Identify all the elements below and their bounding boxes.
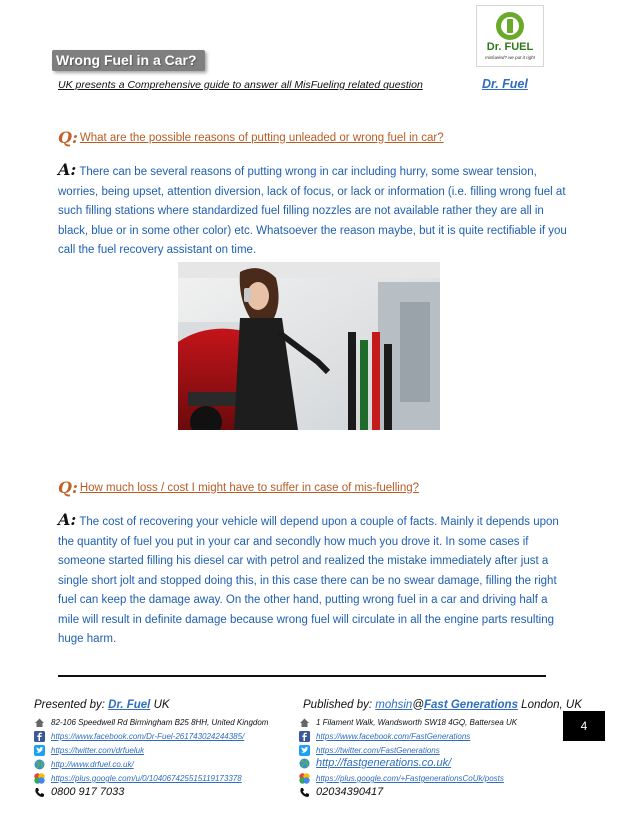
twitter-icon bbox=[299, 745, 310, 756]
globe-icon bbox=[299, 758, 310, 769]
presented-by bbox=[34, 699, 170, 711]
facebook-line bbox=[299, 731, 470, 742]
website-line bbox=[34, 759, 134, 770]
address-line bbox=[34, 717, 268, 728]
google-line bbox=[34, 773, 242, 784]
presented-by-label: Presented by: bbox=[34, 699, 105, 711]
address-text: 1 Filament Walk, Wandsworth SW18 4GQ, Battersea UK bbox=[316, 718, 518, 727]
page-number: 4 bbox=[563, 711, 605, 741]
question-text: How much loss / cost I might have to suffer in case of mis-fuelling? bbox=[79, 481, 420, 494]
answer-text: There can be several reasons of putting wrong in car including hurry, some swear tension, worries, being upset, attention diversion, lack of focus, or lack or information (i.e. filling wrong fuel at such filling stations where standardized fuel filling nozzles are not available rather they are all in black, blue or in some other color) etc. Whatsoever the reason maybe, but it is quite rectifiable if you call the fuel recovery assistant on time. bbox=[58, 166, 567, 256]
home-icon bbox=[299, 717, 310, 728]
answer-mark: A: bbox=[58, 510, 77, 529]
company-link[interactable]: Fast Generations bbox=[424, 699, 518, 711]
fuel-station-photo bbox=[178, 262, 440, 430]
facebook-icon bbox=[299, 731, 310, 742]
page-title: Wrong Fuel in a Car? bbox=[52, 50, 205, 71]
published-by-label: Published by: bbox=[303, 699, 373, 711]
question-2 bbox=[58, 478, 419, 497]
publisher-location: London, UK bbox=[521, 699, 582, 711]
phone-number[interactable]: 02034390417 bbox=[316, 786, 384, 798]
question-mark: Q: bbox=[58, 128, 78, 147]
subtitle: UK presents a Comprehensive guide to answer all MisFueling related question bbox=[58, 79, 423, 91]
address-line bbox=[299, 717, 517, 728]
presenter-link[interactable]: Dr. Fuel bbox=[108, 699, 151, 711]
home-icon bbox=[34, 717, 45, 728]
logo-brand-text: Dr. FUEL bbox=[486, 41, 534, 53]
published-by bbox=[303, 699, 582, 711]
google-line bbox=[299, 773, 504, 784]
answer-2 bbox=[58, 510, 568, 650]
twitter-line bbox=[34, 745, 144, 756]
facebook-icon bbox=[34, 731, 45, 742]
presenter-country: UK bbox=[153, 699, 170, 711]
twitter-icon bbox=[34, 745, 45, 756]
question-text: What are the possible reasons of putting unleaded or wrong fuel in car? bbox=[79, 131, 444, 144]
question-mark: Q: bbox=[58, 478, 78, 497]
google-plus-icon bbox=[34, 773, 45, 784]
facebook-link[interactable]: https://www.facebook.com/Dr-Fuel-261743024244385/ bbox=[51, 732, 245, 741]
logo-tagline: misfueled? we put it right bbox=[485, 55, 535, 60]
phone-icon bbox=[34, 787, 45, 798]
globe-icon bbox=[34, 759, 45, 770]
dr-fuel-logo bbox=[476, 5, 544, 67]
website-link[interactable]: http://fastgenerations.co.uk/ bbox=[316, 757, 452, 769]
at-sign: @ bbox=[412, 699, 425, 711]
facebook-link[interactable]: https://www.facebook.com/FastGenerations bbox=[316, 732, 471, 741]
phone-line bbox=[34, 786, 124, 798]
footer-divider bbox=[58, 675, 546, 677]
phone-line bbox=[299, 786, 383, 798]
author-link[interactable]: mohsin bbox=[375, 699, 413, 711]
website-link[interactable]: http://www.drfuel.co.uk/ bbox=[51, 760, 134, 769]
twitter-link[interactable]: https://twitter.com/FastGenerations bbox=[316, 746, 440, 755]
twitter-line bbox=[299, 745, 440, 756]
google-plus-icon bbox=[299, 773, 310, 784]
answer-text: The cost of recovering your vehicle will depend upon a couple of facts. Mainly it depends upon the quantity of fuel you put in your car and secondly how much you drove it. In some cases if someone started filling his diesel car with petrol and realized the mistake immediately after just a single short jolt and stopped doing this, in this case there can be no swear damage, filling the right fuel can keep the damage away. On the other hand, putting wrong fuel in a car and driving half a mile will result in definite damage because wrong fuel will circulate in all the engine parts resulting huge harm. bbox=[58, 516, 559, 645]
google-link[interactable]: https://plus.google.com/u/0/104067425515119173378 bbox=[51, 774, 242, 783]
question-1 bbox=[58, 128, 444, 147]
brand-link[interactable]: Dr. Fuel bbox=[482, 77, 528, 91]
answer-1 bbox=[58, 160, 568, 261]
website-line bbox=[299, 757, 451, 769]
address-text: 82-106 Speedwell Rd Birmingham B25 8HH, United Kingdom bbox=[51, 718, 269, 727]
google-link[interactable]: https://plus.google.com/+FastgenerationsCoUk/posts bbox=[316, 774, 504, 783]
answer-mark: A: bbox=[58, 160, 77, 179]
twitter-link[interactable]: https://twitter.com/drfueluk bbox=[51, 746, 145, 755]
phone-number[interactable]: 0800 917 7033 bbox=[51, 786, 125, 798]
phone-icon bbox=[299, 787, 310, 798]
facebook-line bbox=[34, 731, 244, 742]
